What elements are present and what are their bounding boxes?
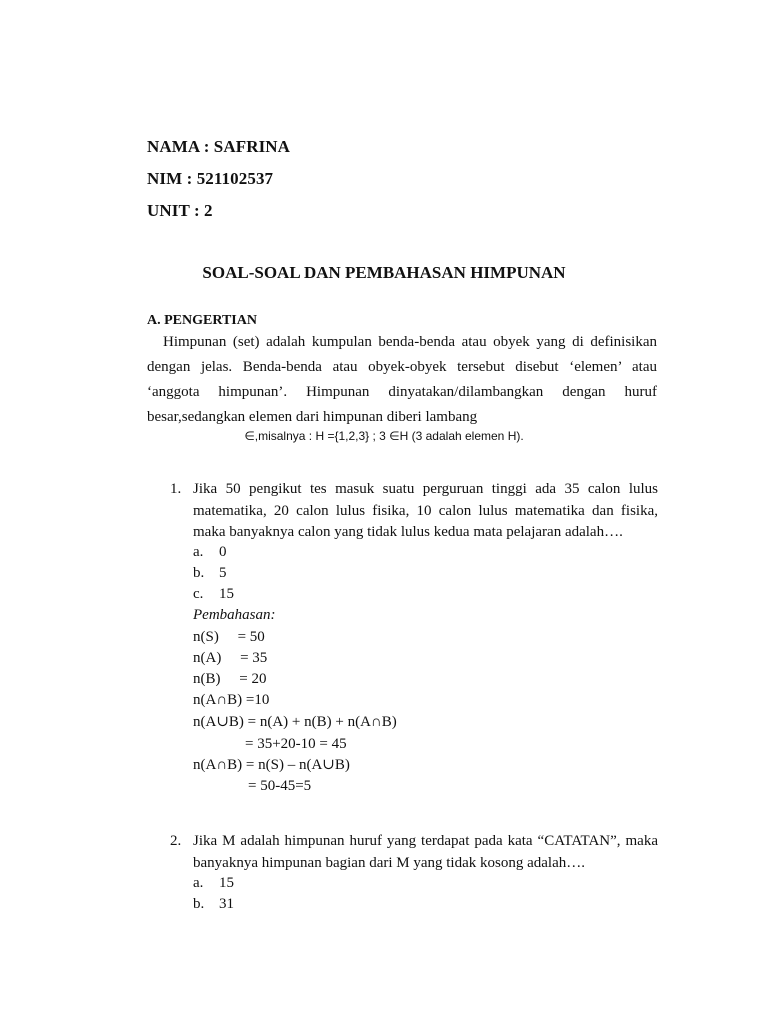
- option-letter: a.: [193, 875, 204, 891]
- option-a: [193, 873, 234, 895]
- option-a: [193, 542, 227, 564]
- pembahasan-label: Pembahasan:: [193, 607, 276, 623]
- question-number: 2.: [170, 833, 182, 849]
- option-value: 15: [219, 875, 234, 891]
- question-1: [170, 479, 658, 544]
- student-nim: NIM : 521102537: [147, 169, 274, 188]
- solution-step: n(A) = 35: [193, 650, 268, 666]
- solution-step: n(A∩B) = n(S) – n(A∪B): [193, 757, 350, 773]
- option-letter: a.: [193, 544, 204, 560]
- question-text: Jika 50 pengikut tes masuk suatu perguruan tinggi ada 35 calon lulus matematika, 20 calon lulus fisika, 10 calon lulus matematika dan fisika, maka banyaknya calon yang tidak lulus kedua mata pelajaran adalah….: [193, 481, 658, 540]
- option-letter: b.: [193, 565, 205, 581]
- section-heading: A. PENGERTIAN: [147, 313, 257, 328]
- membership-formula: ∈,misalnya : H ={1,2,3} ; 3 ∈H (3 adalah elemen H).: [244, 429, 524, 443]
- solution-step: n(A∪B) = n(A) + n(B) + n(A∩B): [193, 714, 397, 730]
- unit-label: UNIT : 2: [147, 201, 213, 220]
- solution-step: n(A∩B) =10: [193, 692, 270, 708]
- option-value: 31: [219, 896, 234, 912]
- option-letter: b.: [193, 896, 205, 912]
- option-value: 15: [219, 586, 234, 602]
- option-value: 0: [219, 544, 227, 560]
- question-text: Jika M adalah himpunan huruf yang terdapat pada kata “CATATAN”, maka banyaknya himpunan bagian dari M yang tidak kosong adalah….: [193, 833, 658, 871]
- option-value: 5: [219, 565, 227, 581]
- option-letter: c.: [193, 586, 204, 602]
- definition-text: Himpunan (set) adalah kumpulan benda-benda atau obyek yang di definisikan dengan jelas. Benda-benda atau obyek-obyek tersebut disebut ‘elemen’ atau ‘anggota himpunan’. Himpunan dinyatakan/dilambangkan dengan huruf besar,sedangkan elemen dari himpunan diberi lambang: [147, 334, 657, 425]
- student-name: NAMA : SAFRINA: [147, 137, 291, 156]
- definition-paragraph: [147, 330, 657, 430]
- solution-step: n(S) = 50: [193, 629, 265, 645]
- option-b: [193, 563, 227, 585]
- option-b: [193, 894, 234, 916]
- solution-step: n(B) = 20: [193, 671, 267, 687]
- question-number: 1.: [170, 481, 182, 497]
- question-2: [170, 831, 658, 874]
- option-c: [193, 584, 234, 606]
- solution-step: = 50-45=5: [248, 778, 312, 794]
- document-title: SOAL-SOAL DAN PEMBAHASAN HIMPUNAN: [202, 263, 566, 282]
- solution-step: = 35+20-10 = 45: [245, 736, 347, 752]
